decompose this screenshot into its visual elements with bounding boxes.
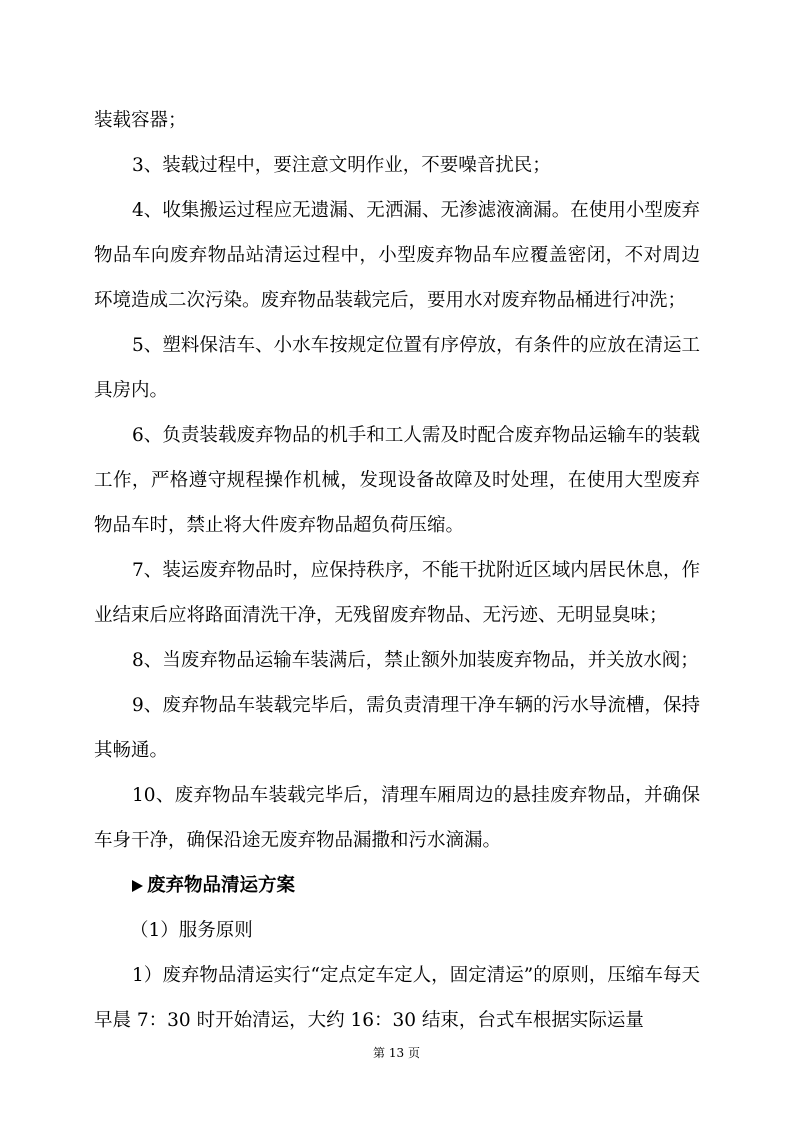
paragraph-principle-1: 1）废弃物品清运实行“定点定车定人，固定清运”的原则，压缩车每天早晨 7：30 时开始清运，大约 16：30 结束，台式车根据实际运量 bbox=[94, 965, 700, 1031]
paragraph-item-3: 3、装载过程中，要注意文明作业，不要噪音扰民； bbox=[132, 155, 551, 176]
paragraph-continuation: 装载容器； bbox=[94, 110, 187, 131]
paragraph-item-9: 9、废弃物品车装载完毕后，需负责清理干净车辆的污水导流槽，保持其畅通。 bbox=[94, 695, 700, 761]
paragraph-item-8: 8、当废弃物品运输车装满后，禁止额外加装废弃物品，并关放水阀； bbox=[132, 650, 699, 671]
paragraph-item-7: 7、装运废弃物品时，应保持秩序，不能干扰附近区域内居民休息，作业结束后应将路面清洗干净，无残留废弃物品、无污迹、无明显臭味； bbox=[94, 560, 700, 626]
section-heading bbox=[94, 863, 700, 908]
arrow-bullet-icon bbox=[132, 880, 143, 892]
paragraph-item-5: 5、塑料保洁车、小水车按规定位置有序停放，有条件的应放在清运工具房内。 bbox=[94, 335, 700, 401]
paragraph-item-10: 10、废弃物品车装载完毕后，清理车厢周边的悬挂废弃物品，并确保车身干净，确保沿途无废弃物品漏撒和污水滴漏。 bbox=[94, 785, 700, 851]
sub-heading: （1）服务原则 bbox=[130, 920, 253, 941]
page-body bbox=[94, 98, 700, 1043]
paragraph-item-6: 6、负责装载废弃物品的机手和工人需及时配合废弃物品运输车的装载工作，严格遵守规程操作机械，发现设备故障及时处理，在使用大型废弃物品车时，禁止将大件废弃物品超负荷压缩。 bbox=[94, 425, 700, 536]
section-heading-text: 废弃物品清运方案 bbox=[147, 875, 296, 896]
page-number: 第 13 页 bbox=[373, 1046, 420, 1060]
paragraph-item-4: 4、收集搬运过程应无遗漏、无洒漏、无渗滤液滴漏。在使用小型废弃物品车向废弃物品站清运过程中，小型废弃物品车应覆盖密闭，不对周边环境造成二次污染。废弃物品装载完后，要用水对废弃物品桶进行冲洗； bbox=[94, 200, 700, 311]
